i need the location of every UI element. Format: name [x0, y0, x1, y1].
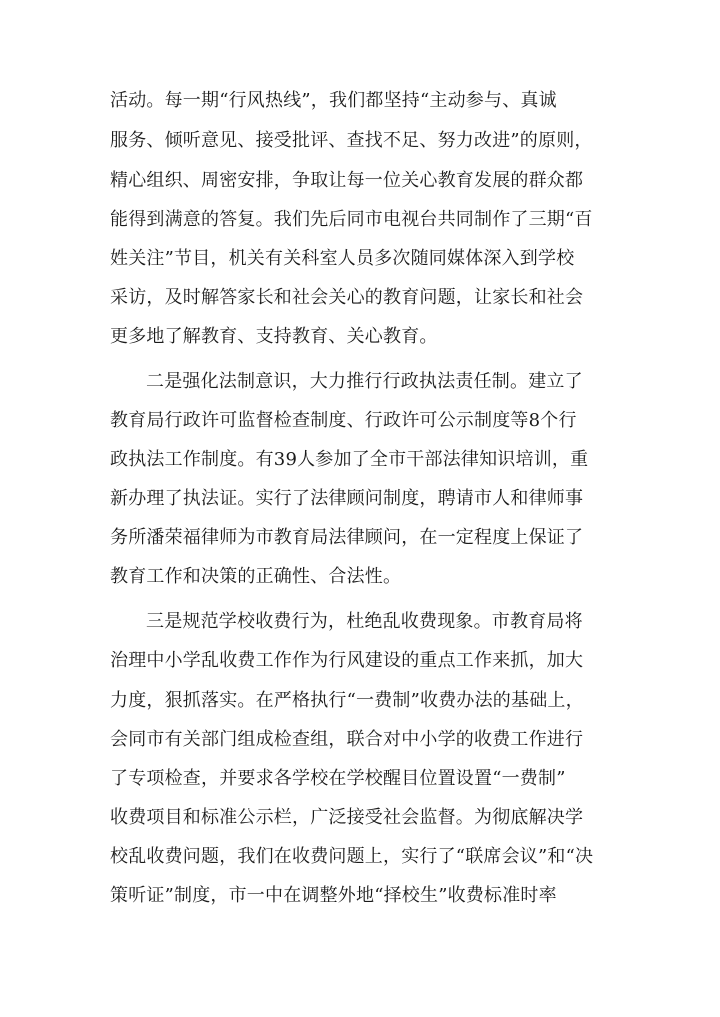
paragraph-2-line-1: 二是强化法制意识，大力推行行政执法责任制。建立了 — [146, 371, 583, 392]
paragraph-3-line-2: 治理中小学乱收费工作作为行风建设的重点工作来抓，加大 — [110, 650, 584, 671]
paragraph-2-line-2: 教育局行政许可监督检查制度、行政许可公示制度等8个行 — [110, 410, 577, 431]
paragraph-2-line-5: 务所潘荣福律师为市教育局法律顾问，在一定程度上保证了 — [110, 527, 584, 548]
paragraph-3-line-8: 策听证”制度，市一中在调整外地“择校生”收费标准时率 — [110, 885, 557, 906]
paragraph-3-line-7: 校乱收费问题，我们在收费问题上，实行了“联席会议”和“决 — [110, 846, 594, 867]
paragraph-2-line-3: 政执法工作制度。有39人参加了全市干部法律知识培训，重 — [110, 449, 589, 470]
paragraph-1-line-1: 活动。每一期“行风热线”，我们都坚持“主动参与、真诚 — [110, 90, 557, 111]
paragraph-3-line-4: 会同市有关部门组成检查组，联合对中小学的收费工作进行 — [110, 729, 584, 750]
paragraph-3-line-6: 收费项目和标准公示栏，广泛接受社会监督。为彻底解决学 — [110, 807, 584, 828]
paragraph-3-line-5: 了专项检查，并要求各学校在学校醒目位置设置“一费制” — [110, 768, 566, 789]
paragraph-3-line-3: 力度，狠抓落实。在严格执行“一费制”收费办法的基础上， — [110, 690, 584, 711]
paragraph-1-line-7: 更多地了解教育、支持教育、关心教育。 — [110, 326, 438, 347]
paragraph-1-line-5: 姓关注”节目，机关有关科室人员多次随同媒体深入到学校 — [110, 248, 575, 269]
paragraph-2-line-4: 新办理了执法证。实行了法律顾问制度，聘请市人和律师事 — [110, 488, 584, 509]
paragraph-1-line-4: 能得到满意的答复。我们先后同市电视台共同制作了三期“百 — [110, 209, 593, 230]
paragraph-3-line-1: 三是规范学校收费行为，杜绝乱收费现象。市教育局将 — [146, 611, 583, 632]
paragraph-1-line-3: 精心组织、周密安排，争取让每一位关心教育发展的群众都 — [110, 170, 584, 191]
paragraph-1-line-6: 采访，及时解答家长和社会关心的教育问题，让家长和社会 — [110, 287, 584, 308]
paragraph-1-line-2: 服务、倾听意见、接受批评、查找不足、努力改进”的原则， — [110, 130, 593, 151]
paragraph-2-line-6: 教育工作和决策的正确性、合法性。 — [110, 566, 402, 587]
